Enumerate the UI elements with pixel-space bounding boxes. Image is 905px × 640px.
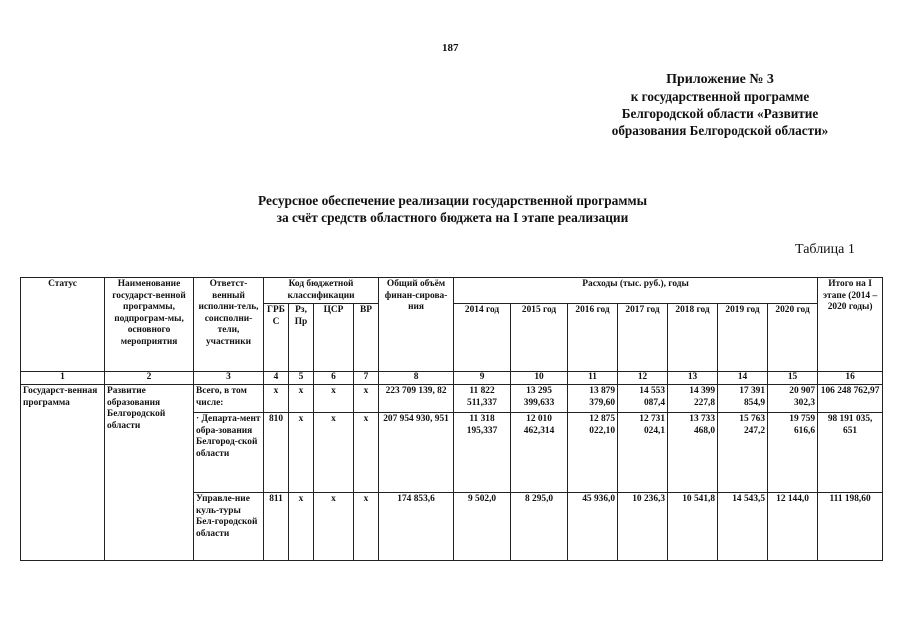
y2018-cell: 10 541,8 xyxy=(668,493,718,561)
csr-cell: х xyxy=(314,413,354,493)
y2019-cell: 15 763 247,2 xyxy=(718,413,768,493)
col-number: 3 xyxy=(194,372,264,385)
header-csr: ЦСР xyxy=(314,304,354,372)
y2018-cell: 13 733 468,0 xyxy=(668,413,718,493)
col-number: 4 xyxy=(264,372,289,385)
y2017-cell: 14 553 087,4 xyxy=(618,385,668,413)
executor-cell: · Департа-мент обра-зования Белгород-ской области xyxy=(194,413,264,493)
header-2017: 2017 год xyxy=(618,304,668,372)
y2015-cell: 12 010 462,314 xyxy=(511,413,568,493)
y2016-cell: 12 875 022,10 xyxy=(568,413,618,493)
program-name-cell: Развитие образования Белгородской области xyxy=(105,385,194,561)
annex-line-2: к государственной программе xyxy=(630,89,810,104)
final-cell: 98 191 035, 651 xyxy=(818,413,883,493)
title-line-1: Ресурсное обеспечение реализации государственной программы xyxy=(257,193,648,208)
col-number: 12 xyxy=(618,372,668,385)
header-2019: 2019 год xyxy=(718,304,768,372)
y2015-cell: 13 295 399,633 xyxy=(511,385,568,413)
grbs-cell: 811 xyxy=(264,493,289,561)
csr-cell: х xyxy=(314,385,354,413)
rzpr-cell: х xyxy=(289,385,314,413)
y2016-cell: 45 936,0 xyxy=(568,493,618,561)
annex-heading xyxy=(560,71,880,139)
y2014-cell: 11 318 195,337 xyxy=(454,413,511,493)
rzpr-cell: х xyxy=(289,493,314,561)
executor-cell: Управле-ние куль-туры Бел-городской области xyxy=(194,493,264,561)
title-line-2: за счёт средств областного бюджета на I этапе реализации xyxy=(276,210,629,225)
header-2018: 2018 год xyxy=(668,304,718,372)
col-number: 13 xyxy=(668,372,718,385)
y2014-cell: 9 502,0 xyxy=(454,493,511,561)
col-number: 16 xyxy=(818,372,883,385)
header-grbs: ГРБ С xyxy=(264,304,289,372)
final-cell: 111 198,60 xyxy=(818,493,883,561)
header-total: Общий объём финан-сирова-ния xyxy=(379,278,454,372)
y2016-cell: 13 879 379,60 xyxy=(568,385,618,413)
header-vr: ВР xyxy=(354,304,379,372)
col-number: 10 xyxy=(511,372,568,385)
header-2020: 2020 год xyxy=(768,304,818,372)
y2015-cell: 8 295,0 xyxy=(511,493,568,561)
table-label: Таблица 1 xyxy=(795,242,855,257)
col-number: 5 xyxy=(289,372,314,385)
col-number: 1 xyxy=(21,372,105,385)
y2018-cell: 14 399 227,8 xyxy=(668,385,718,413)
header-status: Статус xyxy=(21,278,105,372)
header-budget-code: Код бюджетной классификации xyxy=(264,278,379,304)
header-executor: Ответст-венный исполни-тель, соисполни-тели, участники xyxy=(194,278,264,372)
header-name: Наименование государст-венной программы, подпрограм-мы, основного мероприятия xyxy=(105,278,194,372)
y2017-cell: 10 236,3 xyxy=(618,493,668,561)
y2020-cell: 12 144,0 xyxy=(768,493,818,561)
header-expenses: Расходы (тыс. руб.), годы xyxy=(454,278,818,304)
executor-cell: Всего, в том числе: xyxy=(194,385,264,413)
page-number: 187 xyxy=(442,42,459,54)
col-number: 11 xyxy=(568,372,618,385)
annex-line-3: Белгородской области «Развитие xyxy=(621,106,819,121)
header-2014: 2014 год xyxy=(454,304,511,372)
final-cell: 106 248 762,97 xyxy=(818,385,883,413)
y2019-cell: 17 391 854,9 xyxy=(718,385,768,413)
header-rzpr: Рз, Пр xyxy=(289,304,314,372)
total-cell: 207 954 930, 951 xyxy=(379,413,454,493)
grbs-cell: х xyxy=(264,385,289,413)
vr-cell: х xyxy=(354,385,379,413)
y2019-cell: 14 543,5 xyxy=(718,493,768,561)
y2020-cell: 20 907 302,3 xyxy=(768,385,818,413)
col-number: 15 xyxy=(768,372,818,385)
col-number: 8 xyxy=(379,372,454,385)
vr-cell: х xyxy=(354,413,379,493)
col-number: 6 xyxy=(314,372,354,385)
table-row xyxy=(21,385,883,413)
col-number: 9 xyxy=(454,372,511,385)
total-cell: 174 853,6 xyxy=(379,493,454,561)
rzpr-cell: х xyxy=(289,413,314,493)
status-cell: Государст-венная программа xyxy=(21,385,105,561)
col-number: 14 xyxy=(718,372,768,385)
document-title xyxy=(180,192,725,226)
grbs-cell: 810 xyxy=(264,413,289,493)
header-2016: 2016 год xyxy=(568,304,618,372)
vr-cell: х xyxy=(354,493,379,561)
y2014-cell: 11 822 511,337 xyxy=(454,385,511,413)
resource-table xyxy=(20,277,883,561)
annex-line-1: Приложение № 3 xyxy=(666,72,774,87)
total-cell: 223 709 139, 82 xyxy=(379,385,454,413)
column-number-row xyxy=(21,372,883,385)
header-final: Итого на I этапе (2014 – 2020 годы) xyxy=(818,278,883,372)
header-2015: 2015 год xyxy=(511,304,568,372)
csr-cell: х xyxy=(314,493,354,561)
col-number: 2 xyxy=(105,372,194,385)
y2020-cell: 19 759 616,6 xyxy=(768,413,818,493)
col-number: 7 xyxy=(354,372,379,385)
y2017-cell: 12 731 024,1 xyxy=(618,413,668,493)
annex-line-4: образования Белгородской области» xyxy=(611,123,829,138)
